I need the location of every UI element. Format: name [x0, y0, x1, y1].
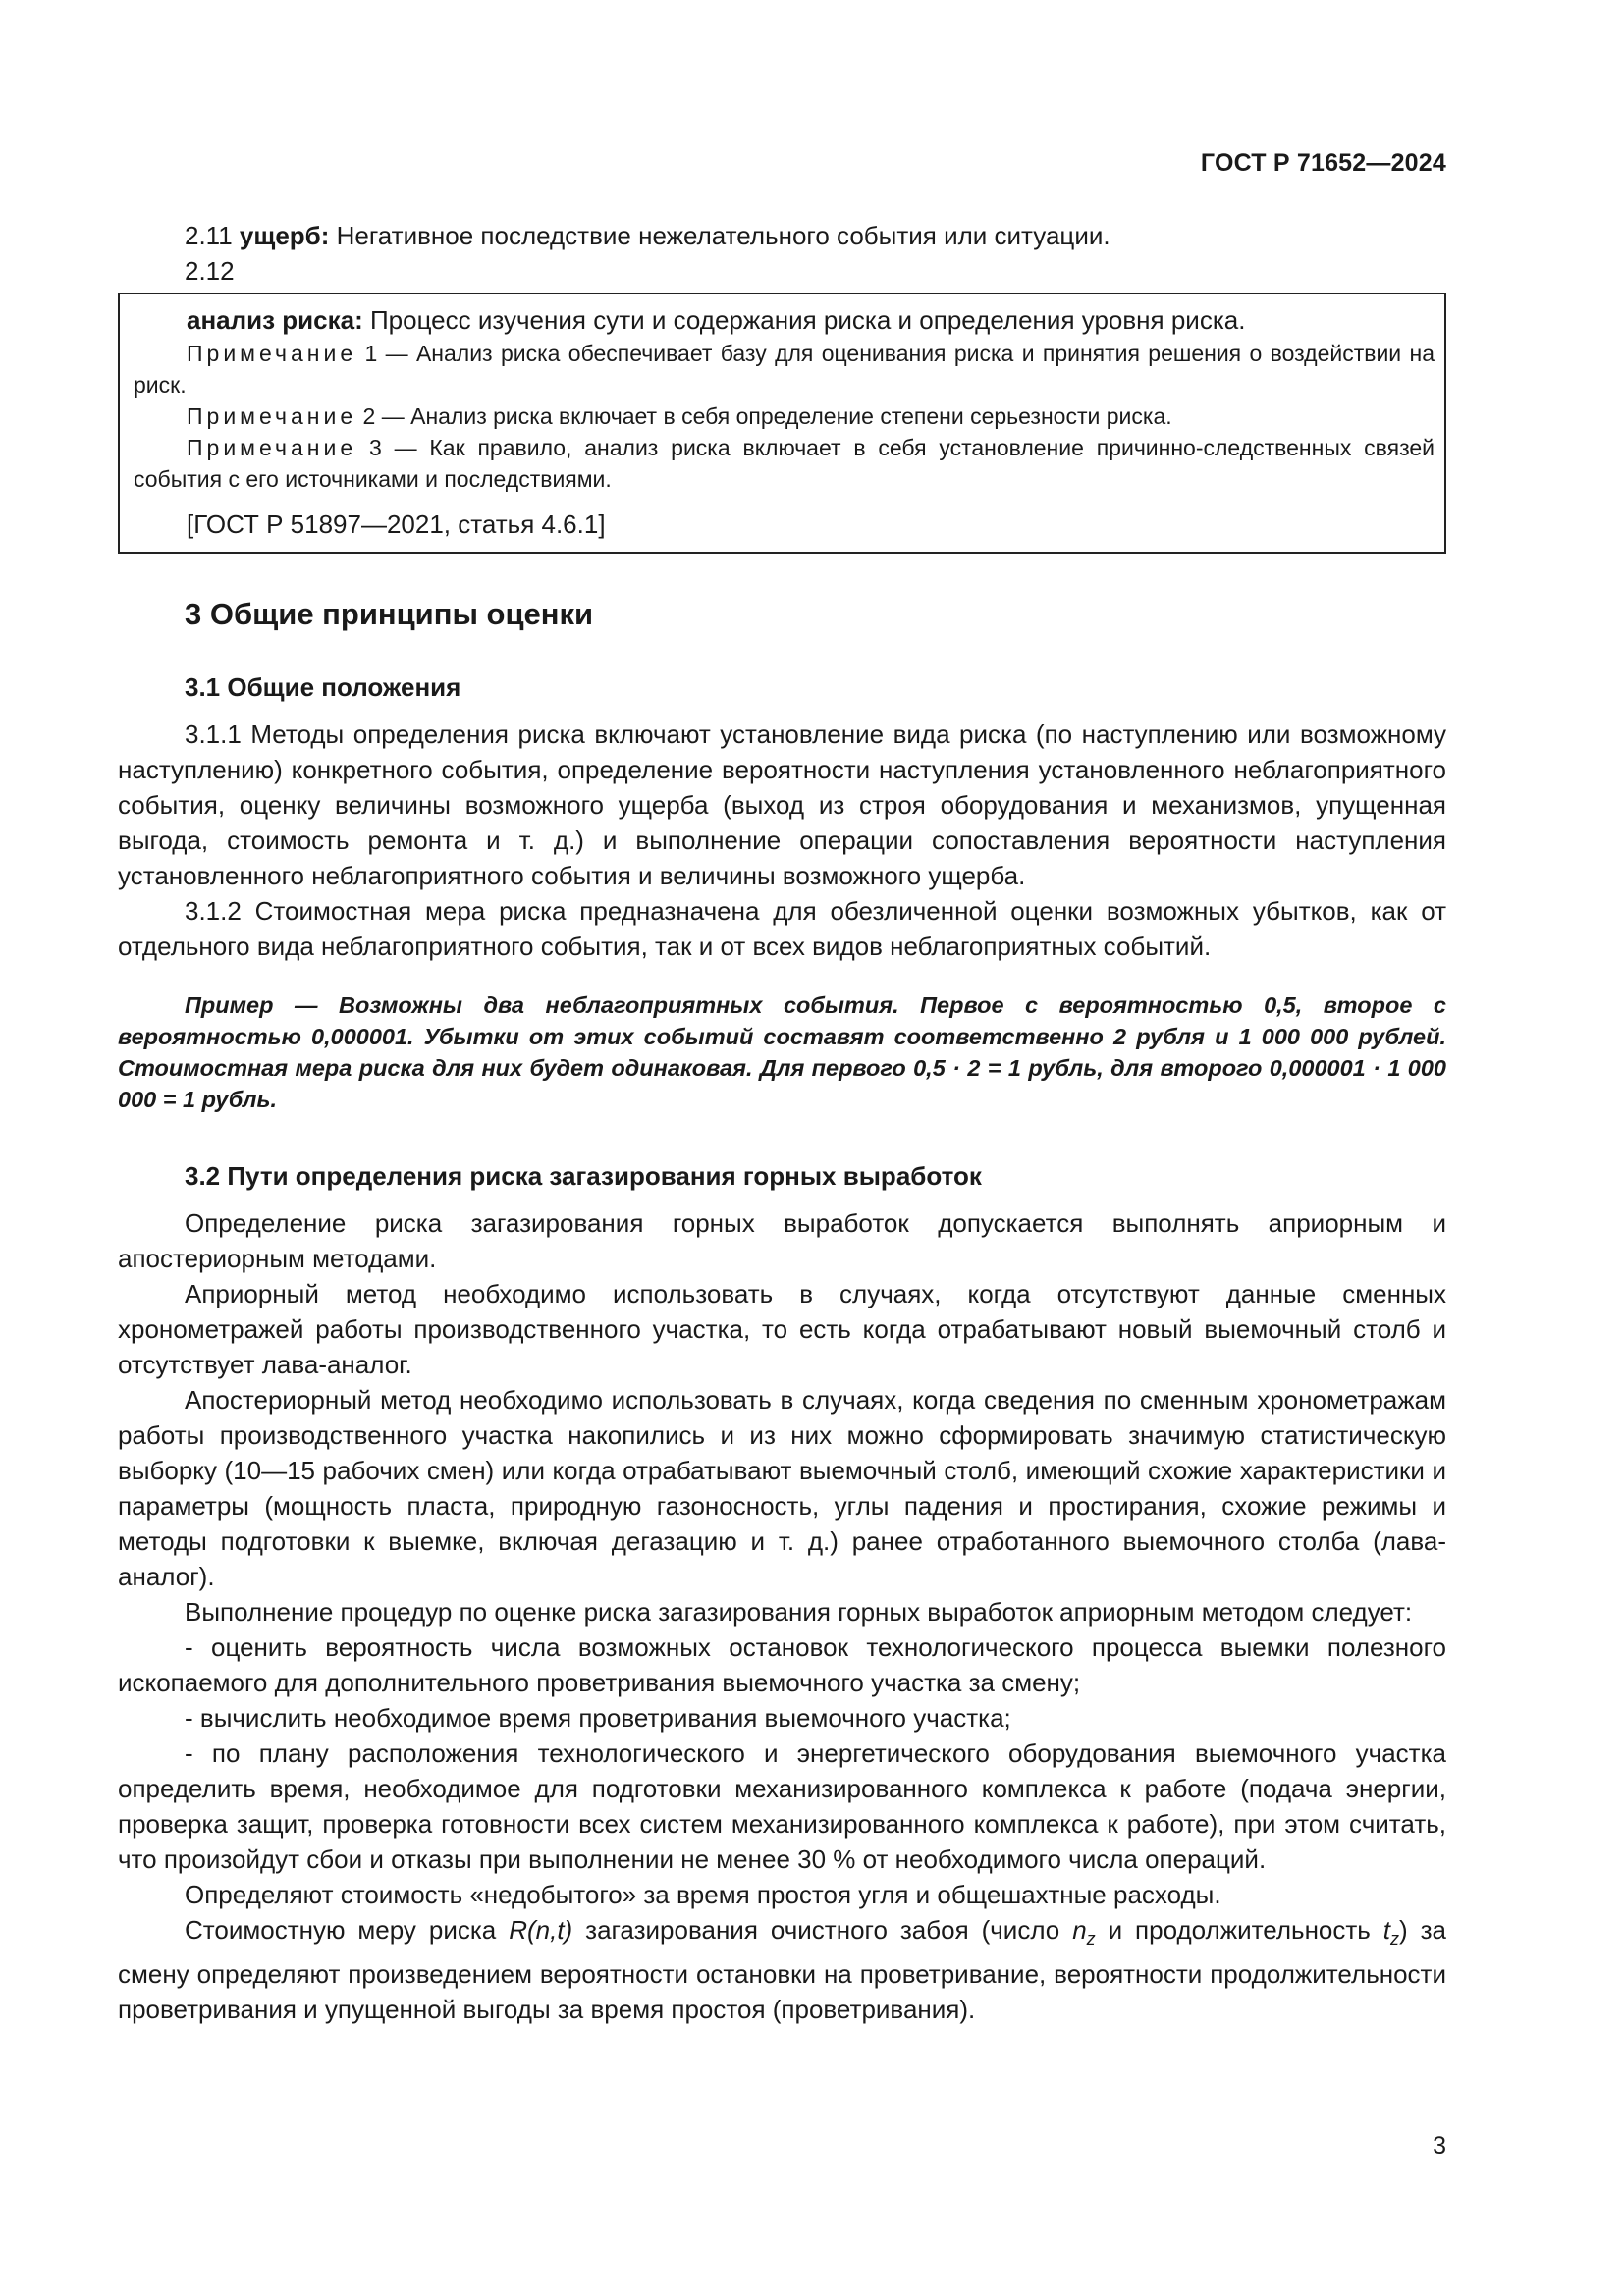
list-item: - по плану расположения технологического и энергетического оборудования выемочного участка определить время, необходимое для подготовки механизированного комплекса к работе (подача энергии, проверка защит, проверка готовности всех систем механизированного комплекса к работе), при этом считать, что произойдут сбои и отказы при выполнении не менее 30 % от необходимого числа операций. — [118, 1738, 1446, 1874]
note-text: 1 — Анализ риска обеспечивает базу для оценивания риска и принятия решения о воздействии на риск. — [134, 341, 1435, 398]
paragraph: Апостериорный метод необходимо использовать в случаях, когда сведения по сменным хронометражам работы производственного участка накопились и из них можно сформировать значимую статистическую выборку (10—15 рабочих смен) или когда отрабатывают выемочный столб, имеющий схожие характеристики и параметры (мощность пласта, природную газоносность, углы падения и простирания, схожие режимы и методы подготовки к выемке, включая дегазацию и т. д.) ранее отработанного выемочного столба (лава-аналог). — [118, 1385, 1446, 1591]
paragraph-3-1-2: 3.1.2 Стоимостная мера риска предназначена для обезличенной оценки возможных убытков, как от отдельного вида неблагоприятного события, так и от всех видов неблагоприятных событий. — [118, 896, 1446, 961]
symbol-n: n — [1072, 1915, 1087, 1945]
paragraph: Выполнение процедур по оценке риска загазирования горных выработок априорным методом следует: — [185, 1597, 1413, 1627]
paragraph-3-1-1: 3.1.1 Методы определения риска включают установление вида риска (по наступлению или возможному наступлению) конкретного события, определение вероятности наступления установленного неблагоприятного события, оценку величины возможного ущерба (выход из строя оборудования и механизмов, упущенная выгода, стоимость ремонта и т. д.) и выполнение операции сопоставления вероятности наступления установленного неблагоприятного события и величины возможного ущерба. — [118, 720, 1446, 890]
note-2 — [134, 400, 1435, 432]
text-run: и продолжительность — [1095, 1915, 1383, 1945]
formula: R(n,t) — [509, 1915, 573, 1945]
text-run: ) за смену определяют произведением вероятности остановки на проветривание, вероятности продолжительности проветривания и упущенной выгоды за время простоя (проветривания). — [118, 1915, 1446, 2024]
page-content — [118, 218, 1446, 2027]
term-2-12-number: 2.12 — [185, 256, 235, 286]
section-3-1-title: 3.1 Общие положения — [185, 672, 461, 702]
subscript: z — [1086, 1929, 1096, 1949]
term-2-12-box — [118, 293, 1446, 554]
subscript: z — [1390, 1929, 1400, 1949]
note-text: 2 — Анализ риска включает в себя определение степени серьезности риска. — [362, 403, 1172, 429]
note-1 — [134, 338, 1435, 400]
note-label: Примечание — [187, 435, 357, 460]
list-item: - оценить вероятность числа возможных остановок технологического процесса выемки полезного ископаемого для дополнительного проветривания выемочного участка за смену; — [118, 1632, 1446, 1697]
section-3-2-title: 3.2 Пути определения риска загазирования горных выработок — [185, 1161, 982, 1191]
term-number: 2.11 — [185, 221, 233, 250]
note-text: 3 — Как правило, анализ риска включает в себя установление причинно-следственных связей события с его источниками и последствиями. — [134, 435, 1435, 492]
text-run: Стоимостную меру риска — [185, 1915, 510, 1945]
note-label: Примечание — [187, 341, 357, 366]
note-3 — [134, 432, 1435, 495]
term-definition: Негативное последствие нежелательного события или ситуации. — [336, 221, 1110, 250]
term-definition: Процесс изучения сути и содержания риска и определения уровня риска. — [369, 305, 1246, 335]
term-2-11 — [118, 218, 1446, 253]
term-title: ущерб: — [239, 221, 330, 250]
list-item: - вычислить необходимое время проветривания выемочного участка; — [185, 1703, 1011, 1733]
term-title: анализ риска: — [187, 305, 363, 335]
section-3-title: 3 Общие принципы оценки — [185, 597, 594, 631]
term-reference: [ГОСТ Р 51897—2021, статья 4.6.1] — [187, 509, 606, 539]
term-2-12-definition — [134, 302, 1435, 338]
example-paragraph: Пример — Возможны два неблагоприятных события. Первое с вероятностью 0,5, второе с вероятностью 0,000001. Убытки от этих событий составят соответственно 2 рубля и 1 000 000 рублей. Стоимостная мера риска для них будет одинаковая. Для первого 0,5 · 2 = 1 рубль, для второго 0,000001 · 1 000 000 = 1 рубль. — [118, 992, 1446, 1112]
text-run: загазирования очистного забоя (число — [572, 1915, 1073, 1945]
note-label: Примечание — [187, 403, 357, 429]
paragraph-risk-measure — [118, 1912, 1446, 2027]
symbol-t: t — [1382, 1915, 1391, 1945]
paragraph: Определение риска загазирования горных выработок допускается выполнять априорным и апостериорным методами. — [118, 1208, 1446, 1273]
document-header: ГОСТ Р 71652—2024 — [1200, 149, 1446, 177]
paragraph: Определяют стоимость «недобытого» за время простоя угля и общешахтные расходы. — [185, 1880, 1221, 1909]
page-number: 3 — [1433, 2132, 1446, 2160]
paragraph: Априорный метод необходимо использовать в случаях, когда отсутствуют данные сменных хронометражей работы производственного участка, то есть когда отрабатывают новый выемочный столб и отсутствует лава-аналог. — [118, 1279, 1446, 1379]
